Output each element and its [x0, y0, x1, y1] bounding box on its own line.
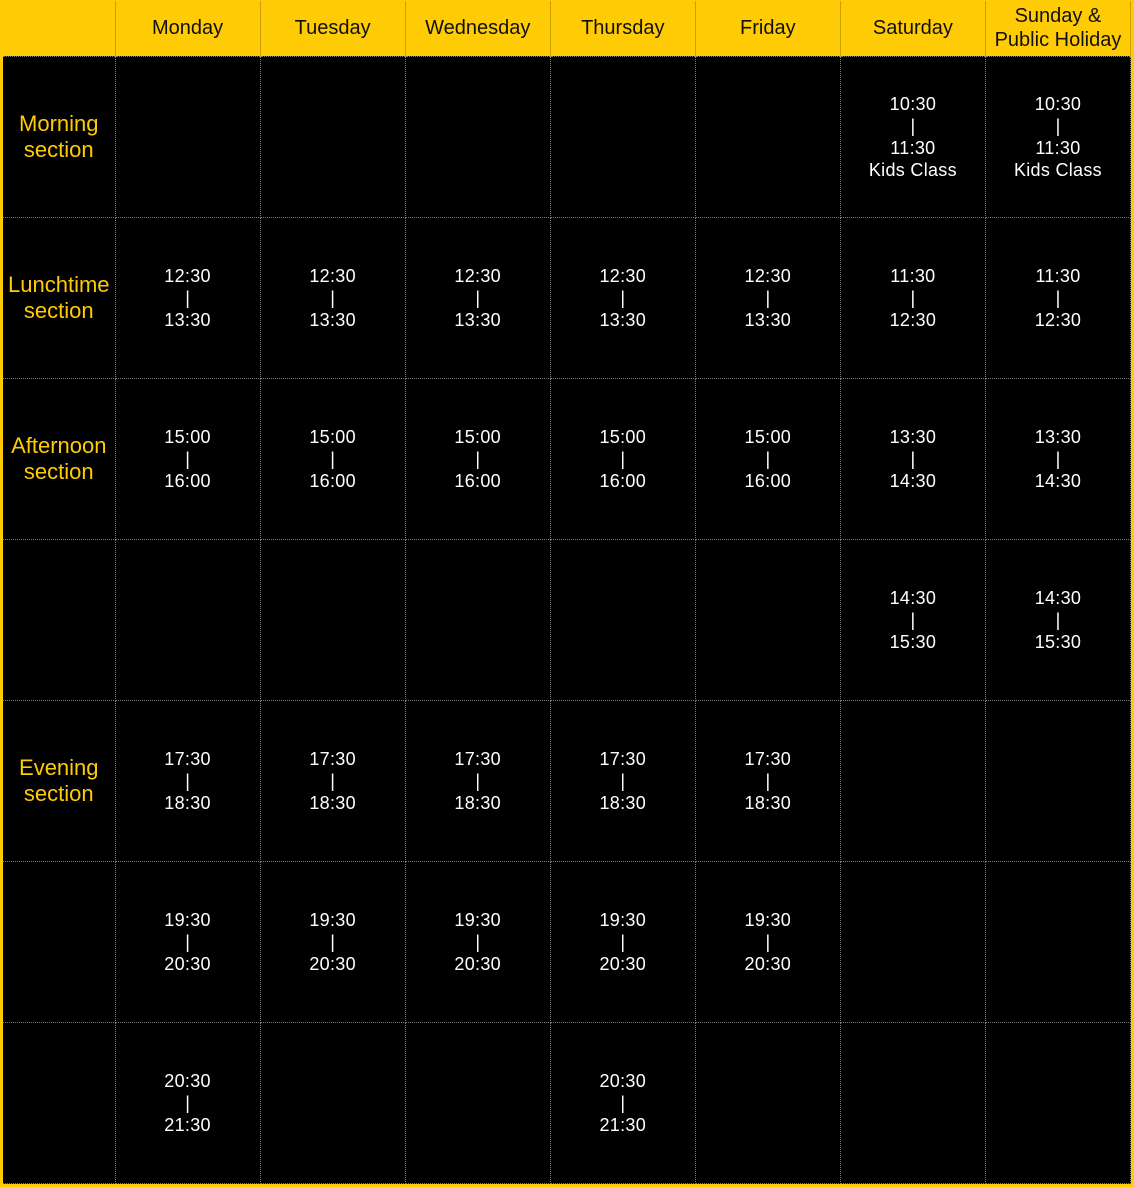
time-separator: | [1055, 287, 1061, 308]
schedule-row [3, 861, 1131, 1022]
section-label-line1: Evening [19, 754, 99, 780]
header-sunday-line2: Public Holiday [994, 29, 1122, 52]
section-label [3, 1022, 115, 1183]
slot-start-time: 20:30 [599, 1070, 647, 1091]
slot-cell-sunday-public-holiday [985, 700, 1130, 861]
slot-cell-saturday [840, 861, 985, 1022]
section-label [3, 861, 115, 1022]
slot-start-time: 19:30 [744, 909, 792, 930]
section-label-line1: Morning [19, 110, 99, 136]
class-schedule-table [3, 1, 1131, 1184]
section-label-line1: Afternoon [11, 432, 107, 458]
slot-note: Kids Class [868, 159, 957, 180]
slot-start-time: 14:30 [1034, 587, 1082, 608]
slot-start-time: 19:30 [164, 909, 211, 930]
slot-start-time: 15:00 [454, 426, 501, 447]
slot-end-time: 18:30 [744, 792, 792, 813]
time-separator: | [475, 448, 481, 469]
slot-start-time: 15:00 [599, 426, 647, 447]
time-separator: | [330, 770, 335, 791]
header-day-sunday-public-holiday [985, 1, 1130, 56]
slot-cell-thursday [550, 700, 695, 861]
slot-cell-wednesday [405, 861, 550, 1022]
slot-end-time: 16:00 [309, 470, 356, 491]
time-separator: | [765, 287, 771, 308]
time-separator: | [910, 115, 916, 136]
slot-cell-monday [115, 861, 260, 1022]
header-day-wednesday: Wednesday [405, 1, 550, 56]
slot-end-time: 18:30 [454, 792, 501, 813]
time-separator: | [620, 448, 626, 469]
section-label [3, 56, 115, 217]
slot-start-time: 12:30 [599, 265, 647, 286]
time-separator: | [330, 448, 335, 469]
slot-cell-saturday [840, 56, 985, 217]
slot-cell-tuesday [260, 1022, 405, 1183]
slot-end-time: 12:30 [1034, 309, 1082, 330]
slot-cell-thursday [550, 378, 695, 539]
time-separator: | [910, 287, 916, 308]
time-separator: | [620, 287, 626, 308]
slot-start-time: 17:30 [309, 748, 356, 769]
slot-cell-thursday [550, 1022, 695, 1183]
section-label [3, 378, 115, 539]
section-label-line1: Lunchtime [8, 271, 110, 297]
slot-start-time: 10:30 [889, 93, 937, 114]
slot-cell-thursday [550, 539, 695, 700]
slot-end-time: 18:30 [599, 792, 647, 813]
slot-end-time: 18:30 [164, 792, 211, 813]
slot-start-time: 15:00 [164, 426, 211, 447]
slot-cell-saturday [840, 539, 985, 700]
slot-cell-friday [695, 378, 840, 539]
slot-cell-friday [695, 700, 840, 861]
slot-cell-saturday [840, 217, 985, 378]
slot-end-time: 21:30 [164, 1114, 211, 1135]
time-separator: | [185, 770, 190, 791]
slot-cell-friday [695, 217, 840, 378]
slot-end-time: 20:30 [599, 953, 647, 974]
section-label-line2: section [23, 458, 94, 484]
slot-cell-saturday [840, 1022, 985, 1183]
time-separator: | [330, 931, 335, 952]
slot-end-time: 16:00 [164, 470, 211, 491]
slot-start-time: 10:30 [1034, 93, 1082, 114]
slot-cell-monday [115, 700, 260, 861]
slot-cell-tuesday [260, 539, 405, 700]
time-separator: | [765, 448, 771, 469]
slot-start-time: 20:30 [164, 1070, 211, 1091]
slot-cell-sunday-public-holiday [985, 56, 1130, 217]
slot-cell-monday [115, 56, 260, 217]
section-label-line2: section [23, 780, 94, 806]
time-separator: | [765, 931, 771, 952]
time-separator: | [185, 1092, 190, 1113]
section-label [3, 217, 115, 378]
slot-start-time: 14:30 [889, 587, 937, 608]
slot-cell-sunday-public-holiday [985, 539, 1130, 700]
slot-start-time: 19:30 [309, 909, 356, 930]
slot-cell-monday [115, 217, 260, 378]
slot-cell-tuesday [260, 56, 405, 217]
slot-cell-wednesday [405, 700, 550, 861]
slot-cell-monday [115, 1022, 260, 1183]
schedule-row [3, 1022, 1131, 1183]
slot-cell-saturday [840, 700, 985, 861]
time-separator: | [910, 609, 916, 630]
time-separator: | [1055, 448, 1061, 469]
time-separator: | [185, 931, 190, 952]
header-day-saturday: Saturday [840, 1, 985, 56]
slot-start-time: 17:30 [744, 748, 792, 769]
header-sunday-line1: Sunday & [1014, 5, 1102, 28]
header-day-thursday: Thursday [550, 1, 695, 56]
slot-cell-wednesday [405, 1022, 550, 1183]
slot-end-time: 16:00 [599, 470, 647, 491]
slot-end-time: 18:30 [309, 792, 356, 813]
slot-end-time: 21:30 [599, 1114, 647, 1135]
slot-end-time: 13:30 [599, 309, 647, 330]
time-separator: | [765, 770, 771, 791]
slot-start-time: 12:30 [454, 265, 501, 286]
header-row [3, 1, 1131, 56]
slot-cell-friday [695, 539, 840, 700]
slot-cell-sunday-public-holiday [985, 378, 1130, 539]
slot-start-time: 17:30 [454, 748, 501, 769]
time-separator: | [330, 287, 335, 308]
time-separator: | [620, 770, 626, 791]
slot-start-time: 19:30 [454, 909, 501, 930]
slot-start-time: 11:30 [890, 265, 936, 286]
slot-note: Kids Class [1013, 159, 1102, 180]
slot-cell-sunday-public-holiday [985, 861, 1130, 1022]
slot-end-time: 13:30 [744, 309, 792, 330]
section-label [3, 700, 115, 861]
slot-cell-thursday [550, 56, 695, 217]
slot-cell-monday [115, 539, 260, 700]
slot-end-time: 16:00 [744, 470, 792, 491]
slot-cell-sunday-public-holiday [985, 1022, 1130, 1183]
slot-start-time: 17:30 [164, 748, 211, 769]
slot-cell-tuesday [260, 217, 405, 378]
section-label-line2: section [23, 136, 94, 162]
slot-start-time: 17:30 [599, 748, 647, 769]
slot-start-time: 11:30 [1035, 265, 1081, 286]
slot-end-time: 20:30 [454, 953, 501, 974]
slot-start-time: 15:00 [309, 426, 356, 447]
time-separator: | [910, 448, 916, 469]
time-separator: | [620, 931, 626, 952]
slot-cell-thursday [550, 217, 695, 378]
slot-cell-saturday [840, 378, 985, 539]
schedule-row [3, 539, 1131, 700]
schedule-row [3, 378, 1131, 539]
slot-start-time: 19:30 [599, 909, 647, 930]
slot-cell-thursday [550, 861, 695, 1022]
header-corner [3, 1, 115, 56]
slot-end-time: 20:30 [164, 953, 211, 974]
time-separator: | [475, 931, 481, 952]
schedule-row [3, 56, 1131, 217]
slot-end-time: 14:30 [889, 470, 937, 491]
time-separator: | [185, 448, 190, 469]
slot-cell-tuesday [260, 700, 405, 861]
slot-start-time: 12:30 [744, 265, 792, 286]
slot-cell-wednesday [405, 378, 550, 539]
slot-start-time: 12:30 [309, 265, 356, 286]
slot-end-time: 13:30 [309, 309, 356, 330]
header-day-monday: Monday [115, 1, 260, 56]
slot-end-time: 13:30 [454, 309, 501, 330]
slot-start-time: 15:00 [744, 426, 792, 447]
schedule-body [3, 56, 1131, 1184]
header-day-tuesday: Tuesday [260, 1, 405, 56]
slot-start-time: 13:30 [1034, 426, 1082, 447]
time-separator: | [620, 1092, 626, 1113]
slot-cell-wednesday [405, 217, 550, 378]
slot-end-time: 20:30 [309, 953, 356, 974]
slot-cell-wednesday [405, 539, 550, 700]
time-separator: | [475, 287, 481, 308]
slot-start-time: 12:30 [164, 265, 211, 286]
section-label [3, 539, 115, 700]
schedule-row [3, 700, 1131, 861]
header-day-friday: Friday [695, 1, 840, 56]
slot-end-time: 16:00 [454, 470, 501, 491]
time-separator: | [475, 770, 481, 791]
slot-end-time: 14:30 [1034, 470, 1082, 491]
slot-cell-friday [695, 1022, 840, 1183]
slot-start-time: 13:30 [889, 426, 937, 447]
slot-cell-tuesday [260, 861, 405, 1022]
slot-cell-monday [115, 378, 260, 539]
slot-cell-sunday-public-holiday [985, 217, 1130, 378]
section-label-line2: section [23, 297, 94, 323]
time-separator: | [1055, 115, 1061, 136]
slot-end-time: 15:30 [889, 631, 937, 652]
slot-cell-tuesday [260, 378, 405, 539]
slot-cell-friday [695, 56, 840, 217]
time-separator: | [185, 287, 190, 308]
time-separator: | [1055, 609, 1061, 630]
slot-end-time: 12:30 [889, 309, 937, 330]
slot-end-time: 11:30 [890, 137, 936, 158]
slot-end-time: 20:30 [744, 953, 792, 974]
slot-end-time: 15:30 [1034, 631, 1082, 652]
schedule-row [3, 217, 1131, 378]
slot-cell-wednesday [405, 56, 550, 217]
slot-end-time: 11:30 [1035, 137, 1081, 158]
slot-end-time: 13:30 [164, 309, 211, 330]
slot-cell-friday [695, 861, 840, 1022]
